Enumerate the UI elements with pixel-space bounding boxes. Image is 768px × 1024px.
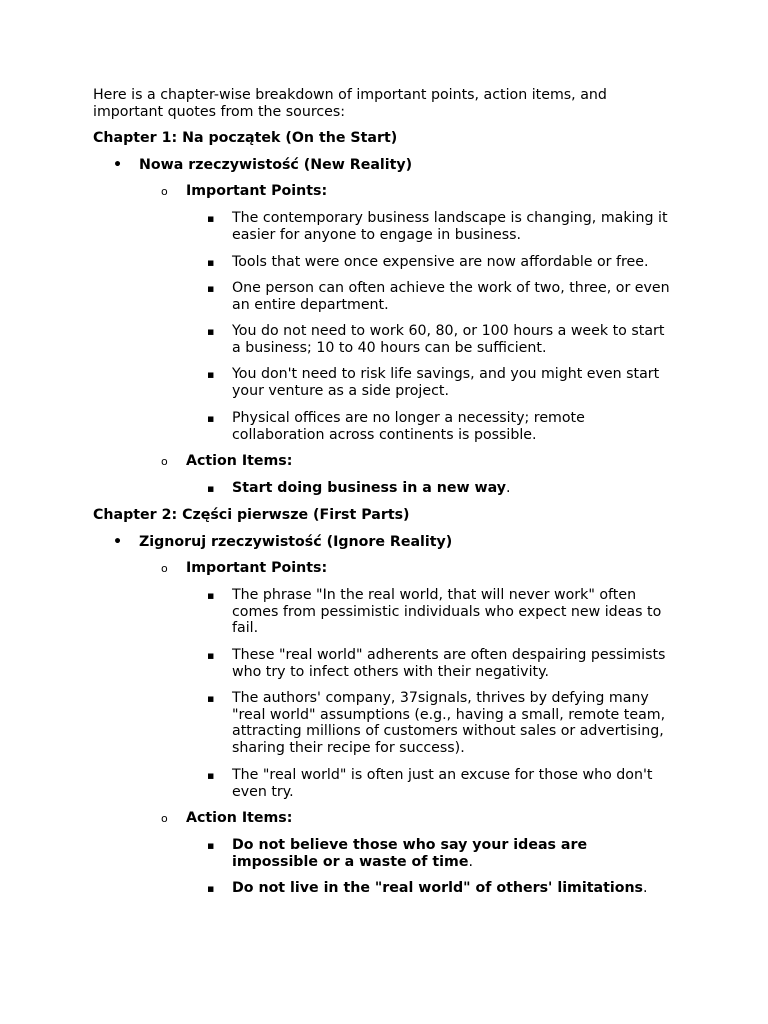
action-item-trailing-text: .	[643, 880, 648, 896]
chapter-2-action-item	[232, 837, 677, 870]
chapter-2-action-label: Action Items:	[186, 810, 293, 826]
action-item-bold-text: Do not live in the "real world" of others' limitations	[232, 880, 644, 896]
chapter-1-important-label: Important Points:	[186, 183, 328, 199]
chapter-1-action-label: Action Items:	[186, 453, 293, 469]
chapter-2-point: The phrase "In the real world, that will never work" often comes from pessimistic individuals who expect new ideas to fail.	[232, 587, 662, 636]
chapter-1-point: You don't need to risk life savings, and you might even start your venture as a side project.	[232, 366, 660, 399]
chapter-1-point: You do not need to work 60, 80, or 100 hours a week to start a business; 10 to 40 hours can be sufficient.	[232, 323, 665, 356]
intro-paragraph: Here is a chapter-wise breakdown of important points, action items, and important quotes from the sources:	[93, 87, 607, 120]
chapter-1-point: Tools that were once expensive are now affordable or free.	[232, 254, 649, 270]
chapter-2-title: Chapter 2: Części pierwsze (First Parts)	[93, 507, 410, 523]
chapter-2-point: The authors' company, 37signals, thrives by defying many "real world" assumptions (e.g., having a small, remote team, attracting millions of customers without sales or advertising, sharing their recipe for success).	[232, 690, 666, 756]
bullet-square: ▪	[207, 212, 215, 225]
bullet-circle: o	[161, 185, 168, 198]
bullet-square: ▪	[207, 882, 215, 895]
bullet-disc: •	[113, 534, 123, 550]
bullet-square: ▪	[207, 325, 215, 338]
chapter-1-point: Physical offices are no longer a necessity; remote collaboration across continents is possible.	[232, 410, 585, 443]
action-item-trailing-text: .	[468, 853, 473, 870]
bullet-square: ▪	[207, 412, 215, 425]
bullet-square: ▪	[207, 282, 215, 295]
chapter-2-point: These "real world" adherents are often despairing pessimists who try to infect others with their negativity.	[232, 647, 666, 680]
bullet-square: ▪	[207, 368, 215, 381]
bullet-circle: o	[161, 812, 168, 825]
chapter-1-title: Chapter 1: Na początek (On the Start)	[93, 130, 398, 146]
chapter-2-important-label: Important Points:	[186, 560, 328, 576]
bullet-square: ▪	[207, 589, 215, 602]
bullet-square: ▪	[207, 649, 215, 662]
chapter-2-point: The "real world" is often just an excuse for those who don't even try.	[232, 767, 653, 800]
chapter-2-section-title: Zignoruj rzeczywistość (Ignore Reality)	[139, 534, 453, 550]
bullet-square: ▪	[207, 692, 215, 705]
action-item-bold-text: Start doing business in a new way	[232, 480, 507, 496]
bullet-square: ▪	[207, 256, 215, 269]
action-item-trailing-text: .	[506, 480, 511, 496]
chapter-1-point: One person can often achieve the work of two, three, or even an entire department.	[232, 280, 670, 313]
bullet-square: ▪	[207, 769, 215, 782]
chapter-1-section-title: Nowa rzeczywistość (New Reality)	[139, 157, 413, 173]
chapter-2-action-item	[232, 880, 677, 897]
chapter-1-point: The contemporary business landscape is changing, making it easier for anyone to engage in business.	[232, 210, 668, 243]
bullet-circle: o	[161, 455, 168, 468]
chapter-1-action-item	[232, 480, 677, 497]
bullet-circle: o	[161, 562, 168, 575]
bullet-square: ▪	[207, 482, 215, 495]
bullet-square: ▪	[207, 839, 215, 852]
bullet-disc: •	[113, 157, 123, 173]
action-item-bold-text: Do not believe those who say your ideas are impossible or a waste of time	[232, 837, 588, 870]
